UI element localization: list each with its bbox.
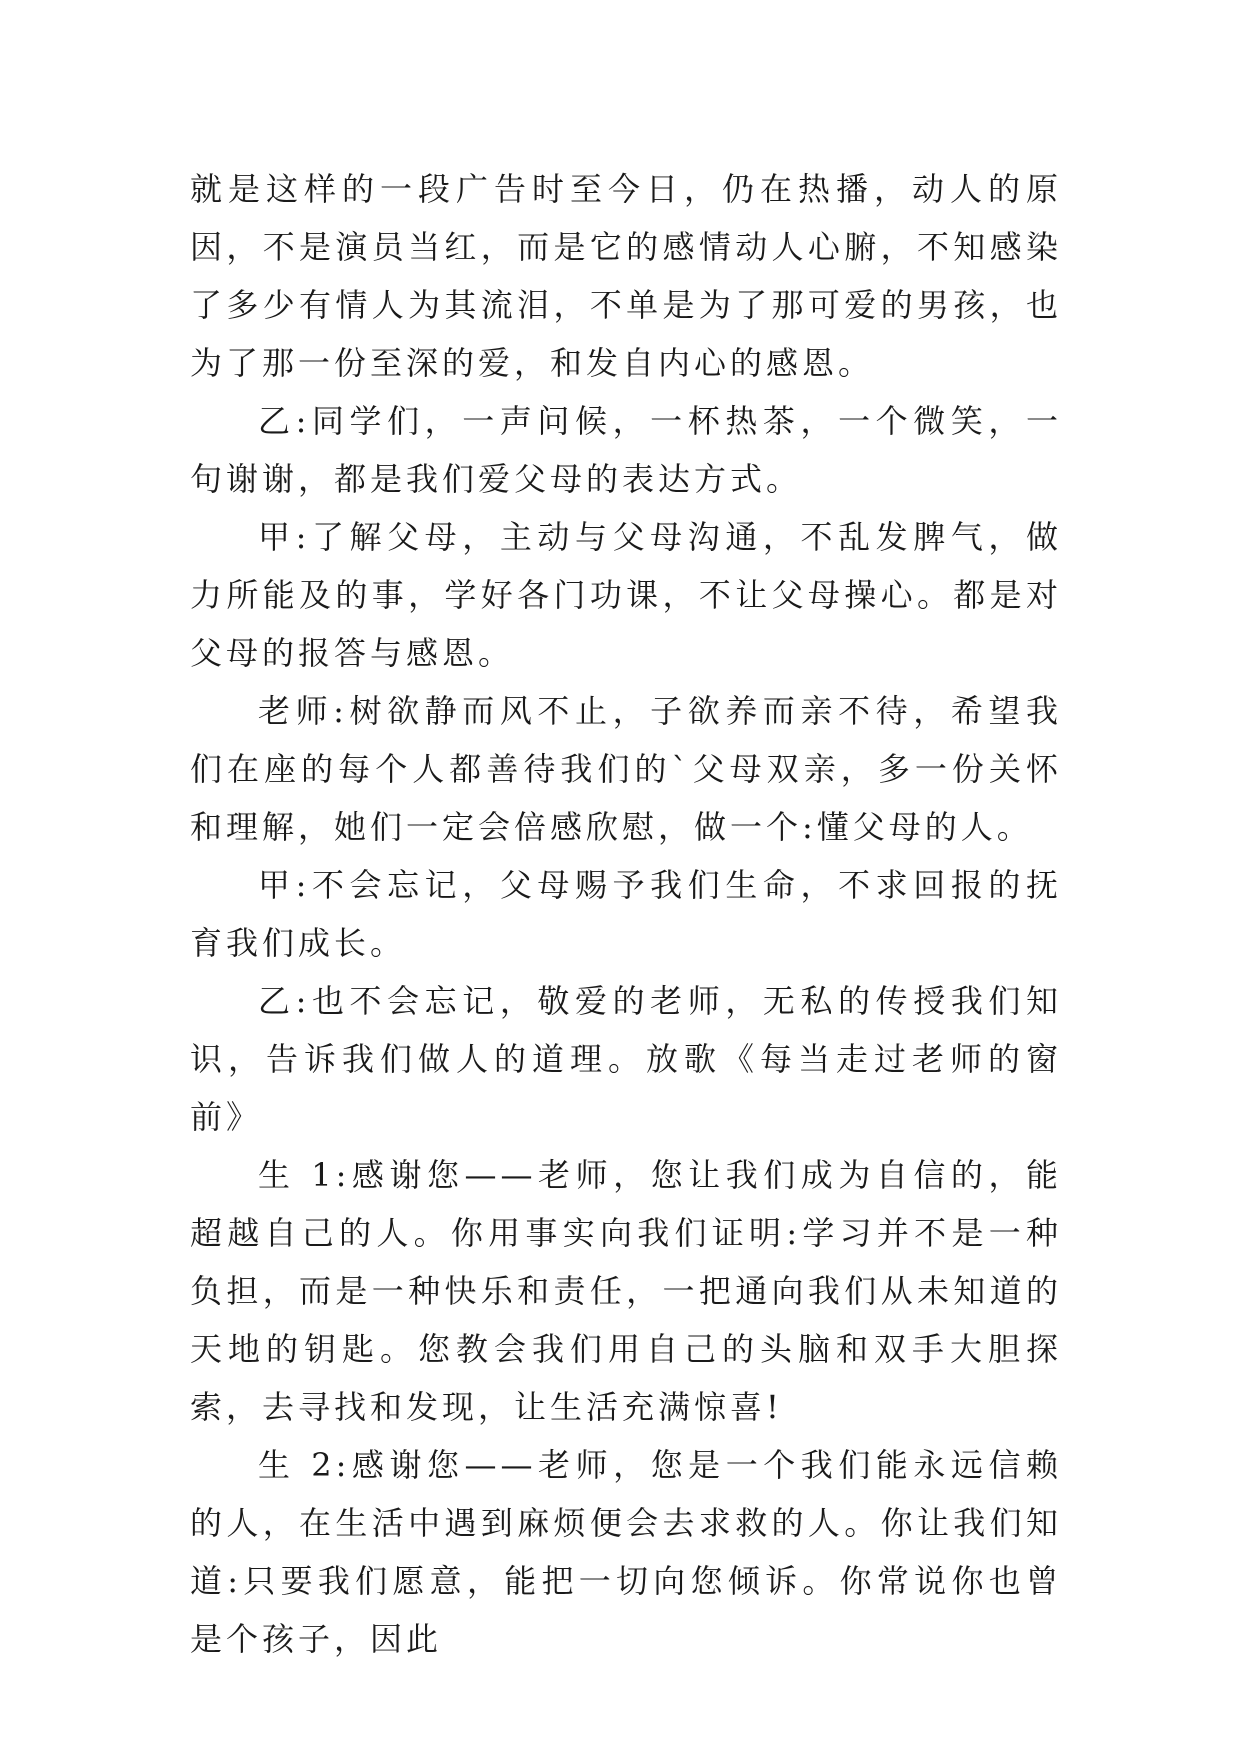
document-body [190,160,1062,1668]
paragraph-1: 就是这样的一段广告时至今日，仍在热播，动人的原因，不是演员当红，而是它的感情动人心腑，不知感染了多少有情人为其流泪，不单是为了那可爱的男孩，也为了那一份至深的爱，和发自内心的感恩。 [190,170,1062,382]
paragraph-8: 生 2:感谢您——老师，您是一个我们能永远信赖的人，在生活中遇到麻烦便会去求救的人。你让我们知道:只要我们愿意，能把一切向您倾诉。你常说你也曾是个孩子，因此 [190,1446,1062,1658]
paragraph-4: 老师:树欲静而风不止，子欲养而亲不待，希望我们在座的每个人都善待我们的`父母双亲，多一份关怀和理解，她们一定会倍感欣慰，做一个:懂父母的人。 [190,692,1062,846]
paragraph-2: 乙:同学们，一声问候，一杯热茶，一个微笑，一句谢谢，都是我们爱父母的表达方式。 [190,402,1062,498]
paragraph-5: 甲:不会忘记，父母赐予我们生命，不求回报的抚育我们成长。 [190,866,1062,962]
paragraph-6: 乙:也不会忘记，敬爱的老师，无私的传授我们知识，告诉我们做人的道理。放歌《每当走过老师的窗前》 [190,982,1062,1136]
paragraph-3: 甲:了解父母，主动与父母沟通，不乱发脾气，做力所能及的事，学好各门功课，不让父母操心。都是对父母的报答与感恩。 [190,518,1062,672]
paragraph-7: 生 1:感谢您——老师，您让我们成为自信的，能超越自己的人。你用事实向我们证明:学习并不是一种负担，而是一种快乐和责任，一把通向我们从未知道的天地的钥匙。您教会我们用自己的头脑和双手大胆探索，去寻找和发现，让生活充满惊喜! [190,1156,1062,1426]
